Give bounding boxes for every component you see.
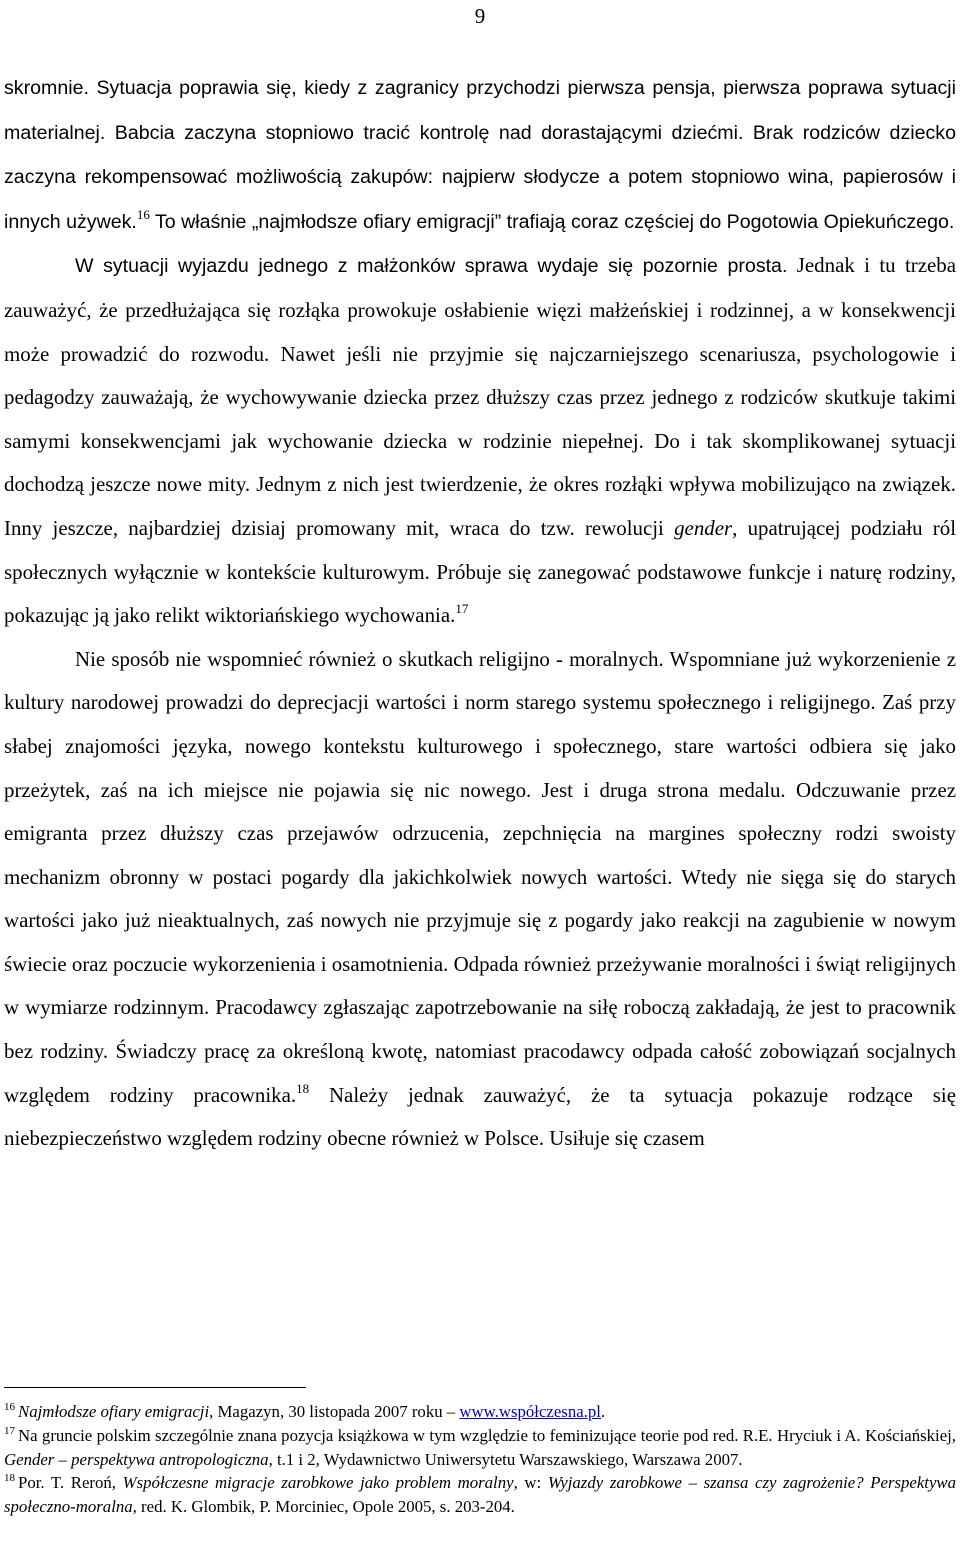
paragraph-2-text-sans: W sytuacji wyjazdu jednego z małżonków sprawa wydaje się pozornie prosta. xyxy=(75,255,788,278)
footnote-16-end: . xyxy=(600,1402,606,1421)
paragraph-2-italic: gender xyxy=(674,515,733,540)
footnote-18-text-c: , red. K. Glombik, P. Morciniec, Opole 2005, s. 203-204. xyxy=(132,1497,515,1517)
footnote-17-text-b: , t.1 i 2, Wydawnictwo Uniwersytetu Warszawskiego, Warszawa 2007. xyxy=(268,1449,743,1469)
paragraph-1 xyxy=(4,66,956,244)
footnote-16-link[interactable]: www.współczesna.pl xyxy=(459,1402,601,1421)
footnote-16-text: , Magazyn, 30 listopada 2007 roku – xyxy=(209,1402,460,1421)
page-number: 9 xyxy=(474,4,486,28)
footnote-18-text-b: , w: xyxy=(513,1473,548,1493)
footnote-17-text-a: Na gruncie polskim szczególnie znana pozycja książkowa w tym względzie to feminizujące teorie pod red. R.E. Hryciuk i A. Kościańskiej, xyxy=(18,1425,956,1445)
footnote-18-title-2: Wyjazdy zarobkowe – szansa czy zagrożenie? Perspektywa społeczno-moralna xyxy=(4,1473,956,1517)
paragraph-3-text-b: Należy jednak zauważyć, że ta sytuacja pokazuje rodzące się niebezpieczeństwo względem rodziny obecne również w Polsce. Usiłuje się czasem xyxy=(4,1082,957,1151)
paragraph-2 xyxy=(4,244,956,637)
footnote-17 xyxy=(4,1424,956,1472)
footnote-16-title: Najmłodsze ofiary emigracji xyxy=(18,1402,210,1421)
paragraph-3 xyxy=(4,638,956,1161)
footnote-ref-18[interactable]: 18 xyxy=(296,1080,310,1096)
footnote-ref-16[interactable]: 16 xyxy=(136,206,150,222)
footnote-ref-17[interactable]: 17 xyxy=(455,601,469,617)
footnote-separator xyxy=(4,1387,306,1388)
paragraph-1-text-b: To właśnie „najmłodsze ofiary emigracji” trafiają coraz częściej do Pogotowia Opiekuńczego. xyxy=(149,210,955,233)
footnote-18 xyxy=(4,1471,956,1519)
footnote-18-text-a: Por. T. Reroń, xyxy=(18,1473,123,1493)
footnote-18-title-1: Współczesne migracje zarobkowe jako problem moralny xyxy=(122,1473,514,1493)
paragraph-1-text-a: skromnie. Sytuacja poprawia się, kiedy z zagranicy przychodzi pierwsza pensja, pierwsza poprawa sytuacji materialnej. Babcia zaczyna stopniowo tracić kontrolę nad dorastającymi dziećmi. Brak rodziców dziecko zaczyna rekompensować możliwością zakupów: najpierw słodycze a potem stopniowo wina, papierosów i innych używek. xyxy=(4,77,956,233)
body-text xyxy=(4,66,956,1161)
paragraph-2-text-b: , upatrującej podziału ról społecznych wyłącznie w kontekście kulturowym. Próbuje się zanegować podstawowe funkcje i naturę rodziny, pokazując ją jako relikt wiktoriańskiego wychowania. xyxy=(4,515,957,628)
footnote-17-number: 17 xyxy=(4,1424,15,1437)
paragraph-3-text-a: Nie sposób nie wspomnieć również o skutkach religijno - moralnych. Wspomniane już wykorzenienie z kultury narodowej prowadzi do deprecjacji wartości i norm starego systemu społecznego i religijnego. Zaś przy słabej znajomości języka, nowego kontekstu kulturowego i społecznego, stare wartości odbiera się jako przeżytek, zaś na ich miejsce nie pojawia się nic nowego. Jest i druga strona medalu. Odczuwanie przez emigranta przez dłuższy czas przejawów odrzucenia, zepchnięcia na margines społeczny rodzi swoisty mechanizm obronny w postaci pogardy dla jakichkolwiek nowych wartości. Wtedy nie sięga się do starych wartości jako już nieaktualnych, zaś nowych nie przyjmuje się z pogardy jako reakcji na zagubienie w nowym świecie oraz poczucie wykorzenienia i osamotnienia. Odpada również przeżywanie moralności i świąt religijnych w wymiarze rodzinnym. Pracodawcy zgłaszając zapotrzebowanie na siłę roboczą zakładają, że jest to pracownik bez rodziny. Świadczy pracę za określoną kwotę, natomiast pracodawcy odpada całość zobowiązań socjalnych względem rodziny pracownika. xyxy=(4,646,956,1107)
footnote-17-title: Gender – perspektywa antropologiczna xyxy=(4,1449,269,1469)
footnote-16-number: 16 xyxy=(4,1401,15,1413)
footnotes xyxy=(4,1400,956,1519)
footnote-18-number: 18 xyxy=(4,1472,15,1485)
footnote-16 xyxy=(4,1400,956,1424)
paragraph-2-text-a: Jednak i tu trzeba zauważyć, że przedłużająca się rozłąka prowokuje osłabienie więzi małżeńskiej i rodzinnej, a w konsekwencji może prowadzić do rozwodu. Nawet jeśli nie przyjmie się najczarniejszego scenariusza, psychologowie i pedagodzy zauważają, że wychowywanie dziecka przez dłuższy czas przez jednego z rodziców skutkuje takimi samymi konsekwencjami jak wychowanie dziecka w rodzinie niepełnej. Do i tak skomplikowanej sytuacji dochodzą jeszcze nowe mity. Jednym z nich jest twierdzenie, że okres rozłąki wpływa mobilizująco na związek. Inny jeszcze, najbardziej dzisiaj promowany mit, wraca do tzw. rewolucji xyxy=(4,253,956,540)
